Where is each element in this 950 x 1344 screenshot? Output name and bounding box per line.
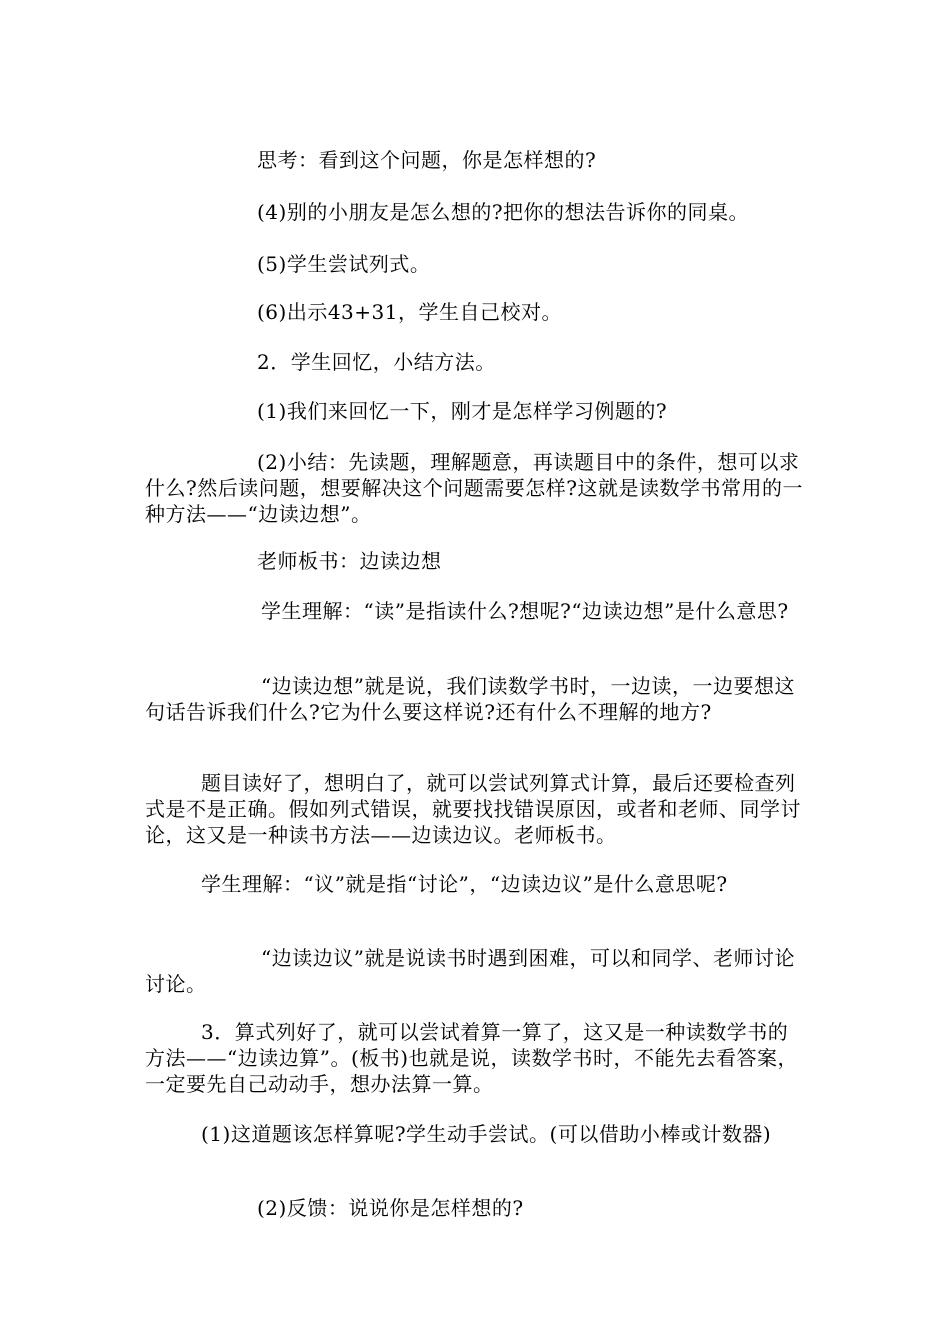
paragraph: (4)别的小朋友是怎么想的?把你的想法告诉你的同桌。 — [257, 200, 750, 224]
paragraph: 2．学生回忆，小结方法。 — [257, 350, 496, 374]
paragraph: (5)学生尝试列式。 — [257, 252, 431, 276]
paragraph: 老师板书：边读边想 — [257, 549, 442, 573]
paragraph: 思考：看到这个问题，你是怎样想的? — [257, 148, 597, 172]
paragraph: 题目读好了，想明白了，就可以尝试列算式计算，最后还要检查列式是不是正确。假如列式错误，就要找找错误原因，或者和老师、同学讨论，这又是一种读书方法——边读边议。老师板书。 — [145, 771, 801, 847]
paragraph: (1)我们来回忆一下，刚才是怎样学习例题的? — [257, 399, 668, 423]
paragraph: (1)这道题该怎样算呢?学生动手尝试。(可以借助小棒或计数器) — [201, 1122, 772, 1146]
paragraph: 学生理解：“议”就是指“讨论”，“边读边议”是什么意思呢? — [201, 872, 728, 896]
paragraph: (2)小结：先读题，理解题意，再读题目中的条件，想可以求什么?然后读问题，想要解决这个问题需要怎样?这就是读数学书常用的一种方法——“边读边想”。 — [145, 450, 803, 526]
paragraph: 3．算式列好了，就可以尝试着算一算了，这又是一种读数学书的方法——“边读边算”。(板书)也就是说，读数学书时，不能先去看答案，一定要先自己动动手，想办法算一算。 — [145, 1020, 799, 1096]
paragraph: (2)反馈：说说你是怎样想的? — [257, 1196, 524, 1220]
paragraph: “边读边议”就是说读书时遇到困难，可以和同学、老师讨论讨论。 — [145, 946, 795, 996]
paragraph: (6)出示43+31，学生自己校对。 — [257, 300, 562, 324]
paragraph: 学生理解：“读”是指读什么?想呢?“边读边想”是什么意思? — [261, 599, 789, 623]
paragraph: “边读边想”就是说，我们读数学书时，一边读，一边要想这句话告诉我们什么?它为什么要这样说?还有什么不理解的地方? — [145, 674, 795, 724]
